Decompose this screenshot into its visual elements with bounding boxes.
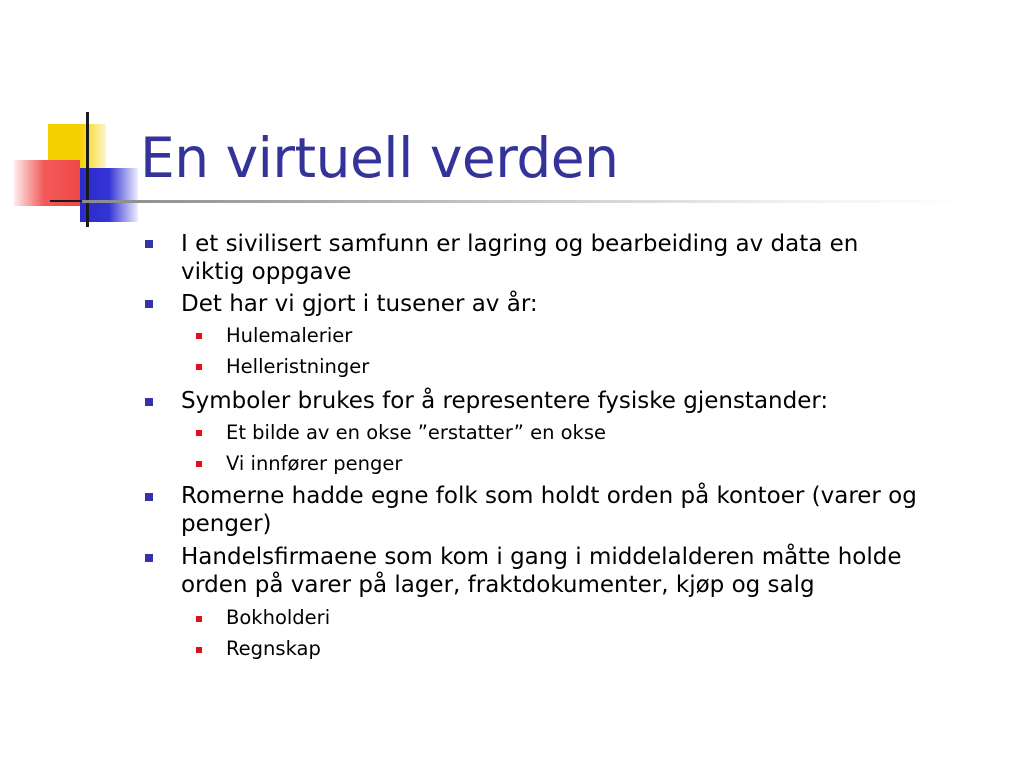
- sub-list-item-text: Bokholderi: [226, 606, 331, 629]
- list-item: [181, 290, 1001, 318]
- slide-title: En virtuell verden: [140, 126, 619, 190]
- sub-list-item-text: Regnskap: [226, 637, 321, 660]
- list-item-line: I et sivilisert samfunn er lagring og bearbeiding av data en: [181, 231, 859, 257]
- sub-list-item: [226, 634, 986, 664]
- list-item: [181, 482, 1001, 538]
- list-item-line: penger): [181, 511, 272, 537]
- sub-list-item: [226, 449, 986, 479]
- list-item-line: viktig oppgave: [181, 259, 352, 285]
- sub-bullet-marker-icon: [196, 430, 202, 436]
- list-item-line: Handelsfirmaene som kom i gang i middelalderen måtte holde: [181, 544, 902, 570]
- sub-list-item: [226, 321, 986, 351]
- list-item-line: Romerne hadde egne folk som holdt orden på kontoer (varer og: [181, 483, 917, 509]
- list-item-line: orden på varer på lager, fraktdokumenter, kjøp og salg: [181, 572, 815, 598]
- list-item: [181, 387, 1001, 415]
- sub-bullet-marker-icon: [196, 647, 202, 653]
- sub-bullet-marker-icon: [196, 461, 202, 467]
- bullet-marker-icon: [145, 398, 153, 406]
- list-item-line: Symboler brukes for å representere fysiske gjenstander:: [181, 388, 829, 414]
- sub-list-item-text: Helleristninger: [226, 355, 370, 378]
- sub-list-item: [226, 352, 986, 382]
- bullet-marker-icon: [145, 240, 153, 248]
- list-item: [181, 543, 1001, 599]
- sub-bullet-marker-icon: [196, 616, 202, 622]
- list-item: [181, 230, 1001, 286]
- sub-bullet-marker-icon: [196, 364, 202, 370]
- list-item-line: Det har vi gjort i tusener av år:: [181, 291, 538, 317]
- sub-bullet-marker-icon: [196, 333, 202, 339]
- bullet-marker-icon: [145, 493, 153, 501]
- sub-list-item-text: Hulemalerier: [226, 324, 353, 347]
- sub-list-item-text: Et bilde av en okse ”erstatter” en okse: [226, 421, 607, 444]
- sub-list-item: [226, 418, 986, 448]
- sub-list-item: [226, 603, 986, 633]
- bullet-marker-icon: [145, 300, 153, 308]
- sub-list-item-text: Vi innfører penger: [226, 452, 403, 475]
- bullet-marker-icon: [145, 554, 153, 562]
